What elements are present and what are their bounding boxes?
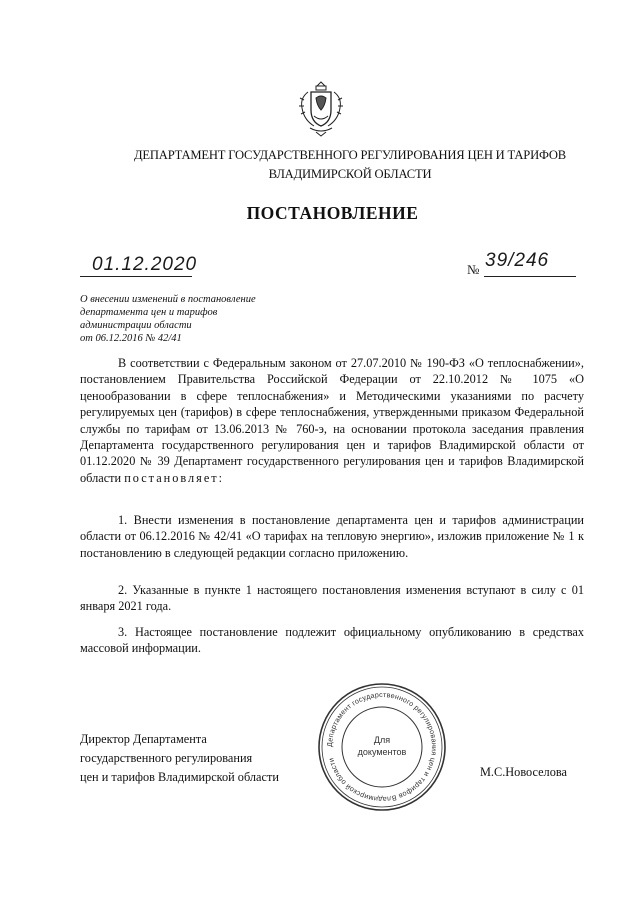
subject-line: О внесении изменений в постановление — [80, 294, 256, 305]
department-name-line2: ВЛАДИМИРСКОЙ ОБЛАСТИ — [268, 167, 432, 181]
subject-line: администрации области — [80, 320, 192, 331]
signer-position — [80, 730, 279, 787]
number-underline — [484, 276, 576, 277]
signer-name: М.С.Новоселова — [480, 765, 567, 779]
signer-position-line: государственного регулирования — [80, 751, 253, 765]
preamble-text: В соответствии с Федеральным законом от 27.07.2010 № 190-ФЗ «О теплоснабжении», постановлением Правительства Российской Федерации от 22.10.2012 № 1075 «О ценообразовании в сфере теплоснабжения» и Методическими указаниями по расчету регулируемых цен (тарифов) в сфере теплоснабжения, утвержденными приказом Федеральной службы по тарифам от 13.06.2013 № 760-э, на основании протокола заседания правления Департамента государственного регулирования цен и тарифов Владимирской области от 01.12.2020 № 39 Департамент государственного регулирования цен и тарифов Владимирской области — [80, 356, 584, 485]
number-label: № — [467, 262, 480, 277]
seal-center-line2: документов — [357, 747, 407, 757]
official-seal — [316, 681, 448, 813]
document-number: 39/246 — [485, 250, 550, 271]
item-2-paragraph: 2. Указанные в пункте 1 настоящего постановления изменения вступают в силу с 01 января 2021 года. — [80, 583, 584, 614]
subject-line: департамента цен и тарифов — [80, 307, 218, 318]
item-3-paragraph: 3. Настоящее постановление подлежит официальному опубликованию в средствах массовой информации. — [80, 625, 584, 656]
signer-position-line: Директор Департамента — [80, 732, 207, 746]
decree-word: постановляет: — [124, 470, 225, 485]
document-subject — [80, 293, 310, 345]
item-1-paragraph: 1. Внести изменения в постановление департамента цен и тарифов администрации области от 06.12.2016 № 42/41 «О тарифах на тепловую энергию», изложив приложение № 1 к постановлению в следующей редакции согласно приложению. — [80, 513, 584, 560]
seal-ring-text: Департамент государственного регулирования цен и тарифов Владимирской области — [324, 689, 440, 805]
signer-position-line: цен и тарифов Владимирской области — [80, 770, 279, 784]
coat-of-arms-emblem — [296, 78, 346, 138]
document-title: ПОСТАНОВЛЕНИЕ — [246, 203, 419, 223]
date-underline — [80, 276, 192, 277]
seal-center-line1: Для — [373, 735, 391, 745]
preamble-paragraph — [80, 355, 584, 486]
subject-line: от 06.12.2016 № 42/41 — [80, 333, 182, 344]
department-name-line1: ДЕПАРТАМЕНТ ГОСУДАРСТВЕННОГО РЕГУЛИРОВАНИЯ ЦЕН И ТАРИФОВ — [134, 148, 566, 162]
document-date: 01.12.2020 — [92, 254, 198, 275]
